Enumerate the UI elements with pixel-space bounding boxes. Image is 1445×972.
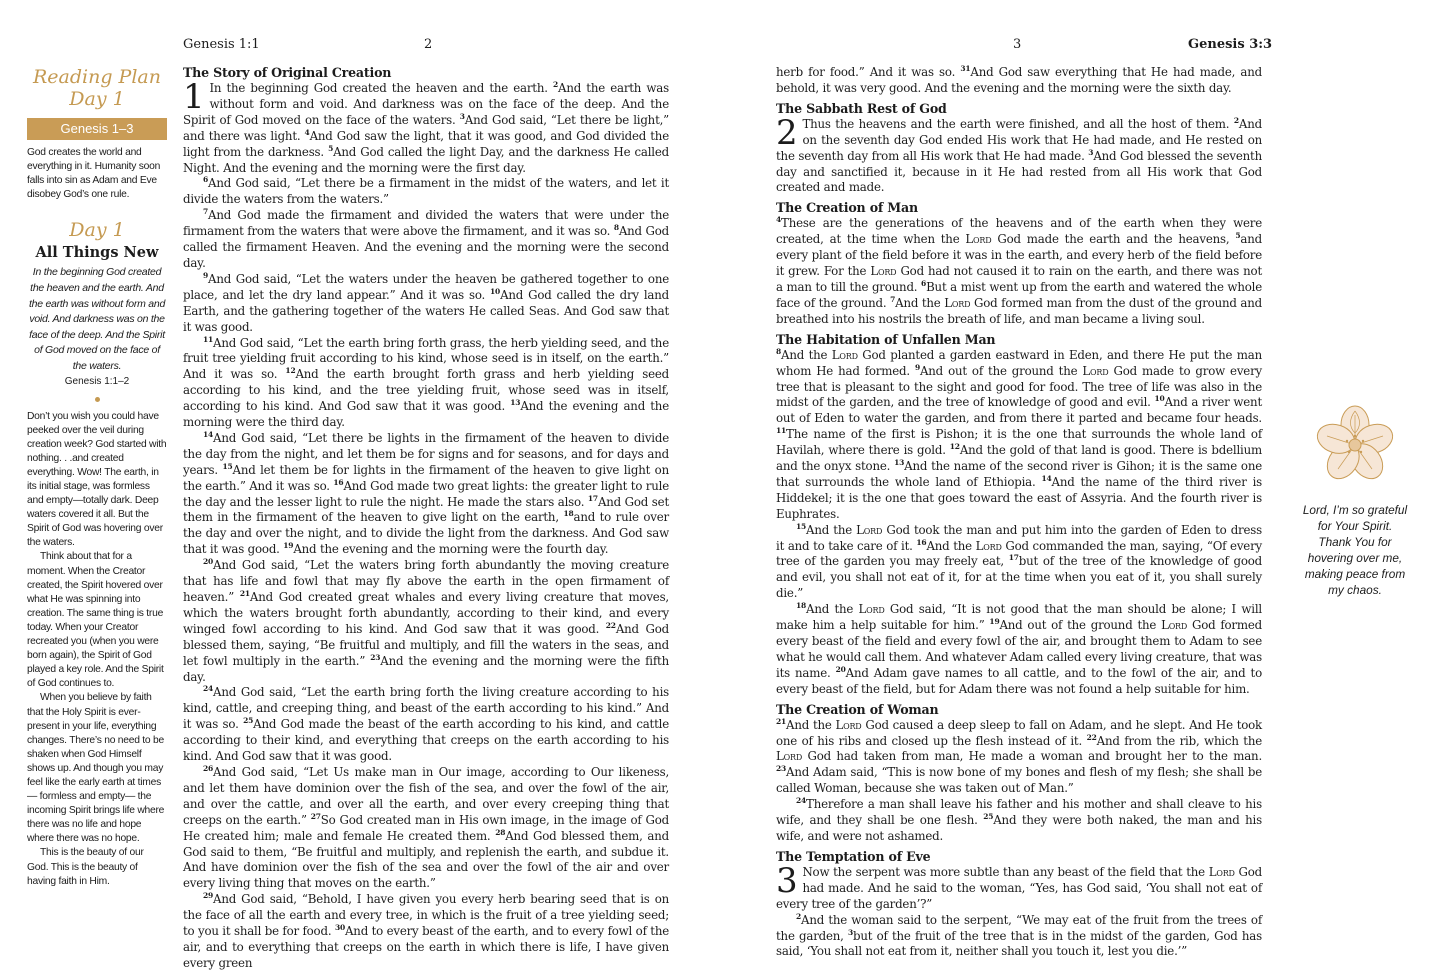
chapter-number: 3 <box>776 860 798 901</box>
section-heading: The Creation of Woman <box>776 701 939 717</box>
page-number-left: 2 <box>424 37 433 52</box>
section-heading: The Sabbath Rest of God <box>776 100 947 116</box>
running-head-left-ref: Genesis 1:1 <box>183 37 260 52</box>
scripture-column-left <box>183 65 669 972</box>
plan-summary: God creates the world and everything in it. Humanity soon falls into sin as Adam and Eve disobey God’s one rule. <box>27 147 161 201</box>
devotional-paragraph: This is the beauty of our God. This is the beauty of having faith in Him. <box>27 847 144 887</box>
scripture-column-right <box>776 65 1262 960</box>
verse-paragraph: $^4$These are the generations of the heavens and of the earth when they were created, at the time when the Lord God made the earth and the heavens, $^5$and every plant of the field before it was in the earth, and every herb of the field before it grew. For the Lord God had not caused it to rain on the earth, and there was not a man to till the ground. $^6$But a mist went up from the earth and watered the whole face of the ground. $^7$And the Lord God formed man from the dust of the ground and breathed into his nostrils the breath of life, and man became a living soul. <box>776 215 1263 326</box>
key-verse-reference: Genesis 1:1–2 <box>64 375 130 387</box>
reading-range-bar: Genesis 1–3 <box>27 118 167 140</box>
verse-paragraph: $^{18}$And the Lord God said, “It is not good that the man should be alone; I will make him a help suitable for him.” $^{19}$And out of the ground the Lord God formed every beast of the field and every fowl of the air, and brought them to Adam to see what he would call them. And whatever Adam called every living creature, that was its name. $^{20}$And Adam gave names to all cattle, and to the fowl of the air, and to every beast of the field, but for Adam there was not found a help suitable for him. <box>776 601 1262 696</box>
prayer-text: Lord, I’m so grateful for Your Spirit. Thank You for hovering over me, making peace from my chaos. <box>1302 503 1408 597</box>
verse-paragraph: $^7$And God made the firmament and divided the waters that were under the firmament from the waters that were above the firmament, and it was so. $^8$And God called the firmament Heaven. And the evening and the morning were the second day. <box>183 207 669 270</box>
verse-paragraph: $^{20}$And God said, “Let the waters bring forth abundantly the moving creature that has life and fowl that may fly above the earth in the open firmament of heaven.” $^{21}$And God created great whales and every living creature that moves, which the waters brought forth abundantly, according to their kind, and every winged fowl according to his kind. And God saw that it was good. $^{22}$And God blessed them, saying, “Be fruitful and multiply, and fill the waters in the seas, and let fowl multiply in the earth.” $^{23}$And the evening and the morning were the fifth day. <box>183 557 669 684</box>
verse-paragraph: 1 In the beginning God created the heaven and the earth. $^2$And the earth was without form and void. And darkness was on the face of the deep. And the Spirit of God moved on the face of the waters. $^3$And God said, “Let there be light,” and there was light. $^4$And God saw the light, that it was good, and God divided the light from the darkness. $^5$And God called the light Day, and the darkness He called Night. And the evening and the morning were the first day. <box>183 77 670 175</box>
verse-paragraph: $^{11}$And God said, “Let the earth bring forth grass, the herb yielding seed, and the fruit tree yielding fruit according to his kind, whose seed is in itself, on the earth.” And it was so. $^{12}$And the earth brought forth grass and herb yielding seed according to his kind, and the tree yielding fruit, whose seed was in itself, according to his kind. And God saw that it was good. $^{13}$And the evening and the morning were the third day. <box>183 334 670 430</box>
section-heading: The Creation of Man <box>776 200 918 216</box>
verse-paragraph: $^2$And the woman said to the serpent, “We may eat of the fruit from the trees of the garden, $^3$but of the fruit of the tree that is in the midst of the garden, God has said, ‘You shall not eat from it, neither shall you touch it, lest you die.’” <box>776 911 1262 959</box>
prayer-note <box>1300 403 1410 598</box>
verse-paragraph: $^{15}$And the Lord God took the man and put him into the garden of Eden to dress it and to take care of it. $^{16}$And the Lord God commanded the man, saying, “Of every tree of the garden you may freely eat, $^{17}$but of the tree of the knowledge of good and evil, you shall not eat of it, for at the time when you eat of it, you shall surely die.” <box>776 521 1262 601</box>
verse-paragraph: $^9$And God said, “Let the waters under the heaven be gathered together to one place, and let the dry land appear.” And it was so. $^{10}$And God called the dry land Earth, and the gathering together of the waters He called Seas. And God saw that it was good. <box>183 270 669 334</box>
devotional-paragraph: Think about that for a moment. When the Creator created, the Spirit hovered over what He was spinning into creation. The same thing is true today. When your Creator recreated you (when you were born again), the Spirit of God played a key role. And the Spirit of God continues to. <box>27 551 164 690</box>
verse-paragraph: $^{26}$And God said, “Let Us make man in Our image, according to Our likeness, and let them have dominion over the fish of the sea, and over the fowl of the air, and over the cattle, and over all the earth, and over every creeping thing that creeps on the earth.” $^{27}$So God created man in His own image, in the image of God He created him; male and female He created them. $^{28}$And God blessed them, and God said to them, “Be fruitful and multiply, and replenish the earth, and subdue it. And have dominion over the fish of the sea and over the fowl of the air and over every living thing that moves on the earth.” <box>183 764 669 891</box>
page-number-right: 3 <box>1013 37 1022 52</box>
devotional-day-title: Day 1 <box>69 219 125 242</box>
section-heading: The Habitation of Unfallen Man <box>776 331 996 347</box>
devotional-subtitle: All Things New <box>35 244 159 262</box>
verse-paragraph: 2 Thus the heavens and the earth were finished, and all the host of them. $^2$And on the seventh day God ended His work that He had made, and He rested on the seventh day from all His work that He had made. $^3$And God blessed the seventh day and sanctified it, because in it He had rested from all His work that God created and made. <box>776 112 1262 195</box>
key-verse: In the beginning God created the heaven and the earth. And the earth was without form and void. And darkness was on the face of the deep. And the Spirit of God moved on the face of the waters. <box>28 266 166 372</box>
verse-paragraph: $^{29}$And God said, “Behold, I have given you every herb bearing seed that is on the face of all the earth and every tree, in which is the fruit of a tree yielding seed; to you it shall be for food. $^{30}$And to every beast of the earth, and to every fowl of the air, and to everything that creeps on the earth in which there is life, I have given every green <box>183 891 670 970</box>
verse-paragraph: $^{14}$And God said, “Let there be lights in the firmament of the heaven to divide the day from the night, and let them be for signs and for seasons, and for days and years. $^{15}$And let them be for lights in the firmament of the heaven to give light on the earth.” And it was so. $^{16}$And God made two great lights: the greater light to rule the day and the lesser light to rule the night. He made the stars also. $^{17}$And God set them in the firmament of the heaven to give light on the earth, $^{18}$and to rule over the day and over the night, and to divide the light from the darkness. And God saw that it was good. $^{19}$And the evening and the morning were the fourth day. <box>183 430 669 557</box>
verse-paragraph: $^6$And God said, “Let there be a firmament in the midst of the waters, and let it divide the waters from the waters.” <box>183 175 669 207</box>
devotional-paragraph: Don’t you wish you could have peeked over the veil during creation week? God started with nothing. . .and created everything. Wow! The earth, in its initial stage, was formless and empty—totally dark. Deep waters covered it all. But the Spirit of God was hovering over the waters. <box>27 410 167 549</box>
section-heading: The Temptation of Eve <box>776 848 931 864</box>
chapter-number: 1 <box>183 77 205 117</box>
verse-paragraph: $^{21}$And the Lord God caused a deep sleep to fall on Adam, and he slept. And He took one of his ribs and closed up the flesh instead of it. $^{22}$And from the rib, which the Lord God had taken from man, He made a woman and brought her to the man. $^{23}$And Adam said, “This is now bone of my bones and flesh of my flesh; she shall be called Woman, because she was taken out of Man.” <box>776 716 1262 796</box>
running-head-right-ref: Genesis 3:3 <box>1188 37 1273 52</box>
devotional-paragraph: When you believe by faith that the Holy Spirit is ever-present in your life, everything changes. There’s no need to be shaken when God Himself shows up. And though you may feel like the early earth at times— formless and empty— the incoming Spirit brings life where there was no life and hope where there was no hope. <box>27 692 165 845</box>
section-heading: The Story of Original Creation <box>183 65 392 80</box>
reading-plan-title: Reading Plan <box>33 66 161 88</box>
verse-paragraph: 3 Now the serpent was more subtle than any beast of the field that the Lord God had made. And he said to the woman, “Yes, has God said, ‘You shall not eat of every tree of the garden’?” <box>776 860 1262 911</box>
verse-paragraph: $^8$And the Lord God planted a garden eastward in Eden, and there He put the man whom He had formed. $^9$And out of the ground the Lord God made to grow every tree that is pleasant to the sight and good for food. The tree of life was also in the midst of the garden, and the tree of knowledge of good and evil. $^{10}$And a river went out of Eden to water the garden, and from there it parted and became four heads. $^{11}$The name of the first is Pishon; it is the one that surrounds the whole land of Havilah, where there is gold. $^{12}$And the gold of that land is good. There is bdellium and the onyx stone. $^{13}$And the name of the second river is Gihon; it is the same one that surrounds the whole land of Ethiopia. $^{14}$And the name of the third river is Hiddekel; it is the one that goes toward the east of Assyria. And the fourth river is Euphrates. <box>776 346 1263 521</box>
chapter-number: 2 <box>776 112 798 153</box>
verse-paragraph: $^{24}$And God said, “Let the earth bring forth the living creature according to his kind, cattle, and creeping thing, and beast of the earth according to his kind.” And it was so. $^{25}$And God made the beast of the earth according to his kind, and cattle according to their kind, and everything that creeps on the earth according to his kind. And God saw that it was good. <box>183 684 669 764</box>
reading-plan-day: Day 1 <box>69 88 125 110</box>
reading-plan-sidebar <box>27 66 167 889</box>
verse-paragraph: $^{24}$Therefore a man shall leave his father and his mother and shall cleave to his wife, and they shall be one flesh. $^{25}$And they were both naked, the man and his wife, and were not ashamed. <box>776 796 1262 843</box>
flower-icon <box>1313 403 1397 487</box>
divider-dot <box>95 397 100 402</box>
verse-paragraph: herb for food.” And it was so. $^{31}$And God saw everything that He had made, and behold, it was very good. And the evening and the morning were the sixth day. <box>776 64 1262 95</box>
